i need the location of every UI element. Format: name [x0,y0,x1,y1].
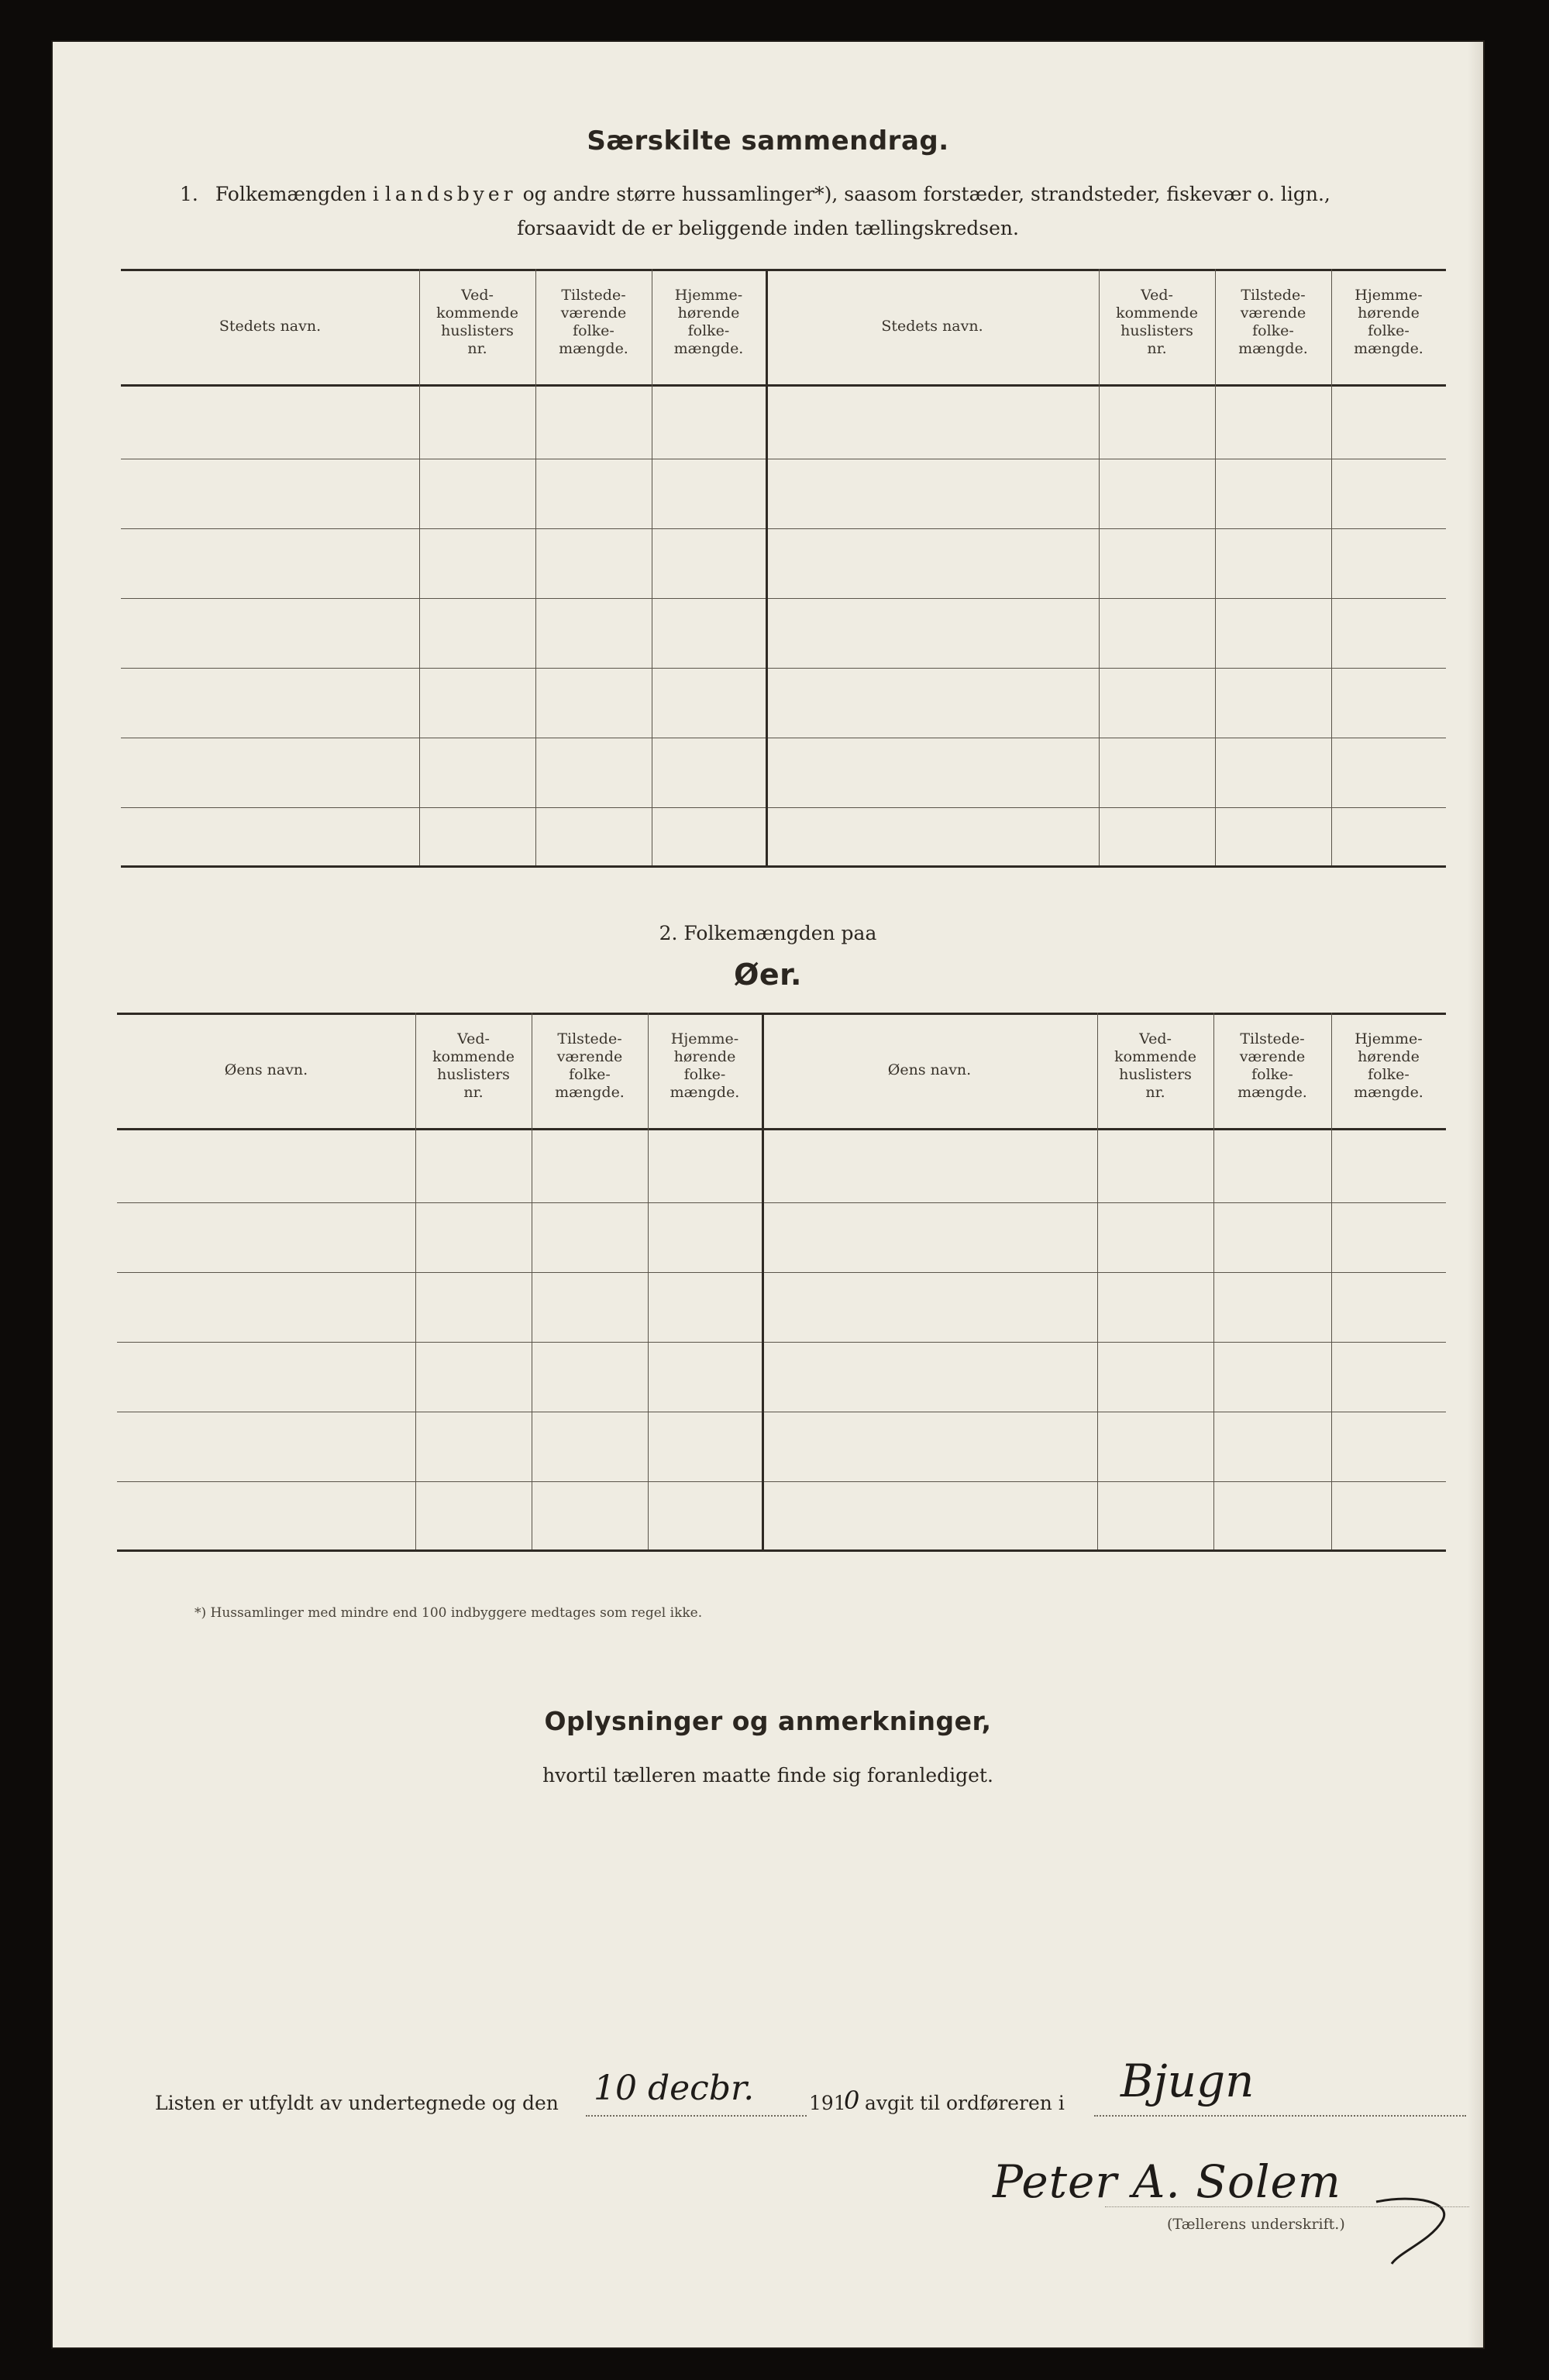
table2-header-hjemmehorende-2: Hjemme- hørende folke- mængde. [1354,1030,1423,1101]
section1-intro-line2: forsaavidt de er beliggende inden tællingskredsen. [517,217,1019,239]
date-dotted-line [586,2115,807,2117]
section1-number: 1. [180,183,198,205]
handwritten-year: 0 [844,2086,860,2115]
table1-row-line [121,807,1446,808]
section1-text-a: Folkemængden i [215,183,379,205]
table2-header-hjemmehorende: Hjemme- hørende folke- mængde. [670,1030,740,1101]
enumerator-signature: Peter A. Solem [993,2155,1341,2208]
section2-subheading: Øer. [734,958,802,992]
table1-bottom-rule [121,865,1446,868]
page-title: Særskilte sammendrag. [587,126,949,156]
section1-intro-line1 [180,183,1458,205]
section1-text-b: og andre større hussamlinger*), saasom forstæder, strandsteder, fiskevær o. lign., [522,183,1330,205]
table2-row-line [117,1272,1446,1273]
table1-col-line [535,269,536,865]
signature-caption: (Tællerens underskrift.) [1167,2216,1345,2233]
signature-line-text-a: Listen er utfyldt av undertegnede og den [155,2092,559,2114]
table1-header-huslisters-nr: Ved- kommende huslisters nr. [436,287,518,357]
table2-header-oens-navn: Øens navn. [224,1061,308,1078]
table1-header-stedets-navn-2: Stedets navn. [881,318,983,335]
table2-header-tilstedevaerende-2: Tilstede- værende folke- mængde. [1237,1030,1307,1101]
table1-header-huslisters-nr-2: Ved- kommende huslisters nr. [1116,287,1198,357]
footnote: *) Hussamlinger med mindre end 100 indbyggere medtages som regel ikke. [194,1605,703,1621]
table1-row-line [121,598,1446,599]
year-prefix: 191 [809,2092,846,2114]
census-form-page [51,40,1485,2349]
table2-header-huslisters-nr-2: Ved- kommende huslisters nr. [1114,1030,1196,1101]
table2-top-rule [117,1013,1446,1015]
table1-header-hjemmehorende: Hjemme- hørende folke- mængde. [673,287,744,357]
handwritten-place: Bjugn [1120,2055,1255,2107]
place-dotted-line [1094,2115,1466,2117]
table1-col-line [419,269,420,865]
table2-header-oens-navn-2: Øens navn. [887,1061,972,1078]
signature-flourish [1368,2186,1461,2272]
table1-row-line [121,528,1446,529]
remarks-subtitle: hvortil tælleren maatte finde sig foranlediget. [542,1764,993,1787]
table1-center-divider [766,269,768,865]
table2-header-rule [117,1128,1446,1130]
signature-line-text-b: avgit til ordføreren i [865,2092,1065,2114]
table1-top-rule [121,269,1446,271]
table2-header-huslisters-nr: Ved- kommende huslisters nr. [432,1030,515,1101]
table1-header-hjemmehorende-2: Hjemme- hørende folke- mængde. [1354,287,1423,357]
table1-col-line [1215,269,1216,865]
table2-row-line [117,1202,1446,1203]
table1-col-line [1331,269,1332,865]
table2-row-line [117,1342,1446,1343]
table2-bottom-rule [117,1549,1446,1552]
table1-col-line [1099,269,1100,865]
table1-header-rule [121,384,1446,387]
table1-header-tilstedevaerende: Tilstede- værende folke- mængde. [559,287,628,357]
table1-header-tilstedevaerende-2: Tilstede- værende folke- mængde. [1238,287,1308,357]
table1-header-stedets-navn: Stedets navn. [219,318,322,335]
table2-row-line [117,1481,1446,1482]
remarks-title: Oplysninger og anmerkninger, [544,1706,992,1736]
signature-dotted-line [1105,2206,1469,2207]
table2-center-divider [762,1013,764,1549]
table2-header-tilstedevaerende: Tilstede- værende folke- mængde. [555,1030,625,1101]
section1-text-spaced: landsbyer [384,183,517,205]
handwritten-date: 10 decbr. [594,2069,755,2108]
section2-heading: 2. Folkemængden paa [659,922,877,944]
table1-row-line [121,668,1446,669]
